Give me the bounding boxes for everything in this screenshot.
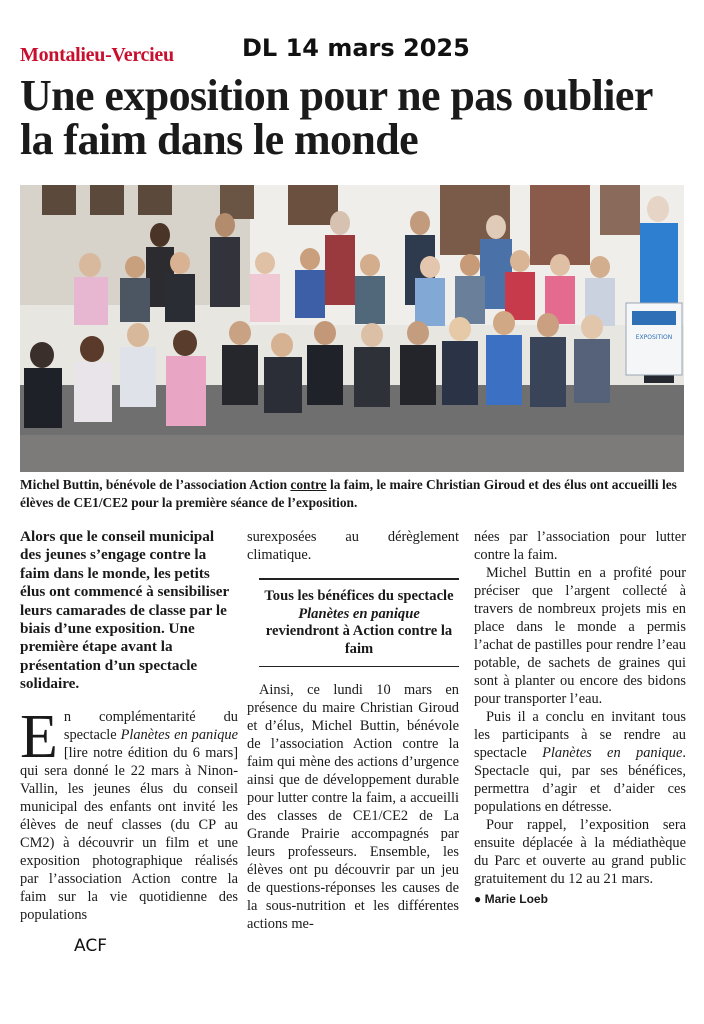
body-paragraph-2: Ainsi, ce lundi 10 mars en présence du maire Christian Giroud et d’élus, Michel Buttin, bénévole de l’association Action contre la faim qui mène des actions d’urgence ainsi que de développement durable pour lutter contre la faim, a accueilli des classes de CE1/CE2 de La Grande Prairie accompagnés par leurs professeurs. Ensemble, les élèves ont pu découvrir par un jeu de questions-réponses les causes de la sous-nutrition et les différentes actions me- [247, 682, 459, 932]
body-paragraph-6: Pour rappel, l’exposition sera ensuite déplacée à la médiathèque du Parc et ouverte au grand public gratuitement du 12 au 21 mars. [474, 817, 686, 887]
group-photo [20, 185, 684, 472]
acf-stamp: ACF [74, 936, 107, 956]
article-header [20, 34, 690, 68]
section-label: Montalieu-Vercieu [20, 44, 174, 66]
photo-caption: Michel Buttin, bénévole de l’association Action contre la faim, le maire Christian Giroud et des élus ont accueilli les élèves de CE1/CE2 pour la première séance de l’exposition. [20, 477, 677, 510]
body-continuation: surexposées au dérèglement climatique. [247, 529, 459, 563]
column-2 [247, 528, 459, 933]
column-1 [20, 528, 238, 924]
column-3 [474, 528, 686, 908]
headline: Une exposition pour ne pas oublier la faim dans le monde [20, 71, 652, 164]
drop-cap: E [20, 702, 58, 771]
pull-quote: Tous les bénéfices du spectacle Planètes en panique reviendront à Action contre la faim [259, 578, 459, 667]
body-paragraph-1: En complémentarité du spectacle Planètes en panique [lire notre édition du 6 mars] qui sera donné le 22 mars à Ninon-Vallin, les jeunes élus du conseil municipal des enfants ont invité les élèves de neuf classes (du CP au CM2) à découvrir un film et une exposition photographique réalisés par l’association Action contre la faim sur la vie quotidienne des populations [20, 702, 238, 923]
banner-text: EXPOSITION [635, 334, 673, 341]
body-paragraph-3: nées par l’association pour lutter contre la faim. [474, 529, 686, 563]
body-paragraph-4: Michel Buttin en a profité pour préciser que l’argent collecté à travers de nombreux projets mis en place dans le monde a permis l’achat de pastilles pour rendre l’eau potable, de sachets de graines qui sont à planter ou encore des bidons pour transporter l’eau. [474, 565, 686, 707]
lead-paragraph: Alors que le conseil municipal des jeunes s’engage contre la faim dans le monde, les petits élus ont commencé à sensibiliser leurs camarades de classe par le biais d’une exposition. Une première étape avant la présentation d’un spectacle solidaire. [20, 528, 229, 693]
author-signature: ● Marie Loeb [474, 892, 548, 906]
dateline: DL 14 mars 2025 [242, 34, 470, 62]
body-paragraph-5: Puis il a conclu en invitant tous les participants à se rendre au spectacle Planètes en panique. Spectacle qui, par ses bénéfices, permettra d’agir et d’aider ces populations en détresse. [474, 709, 686, 815]
